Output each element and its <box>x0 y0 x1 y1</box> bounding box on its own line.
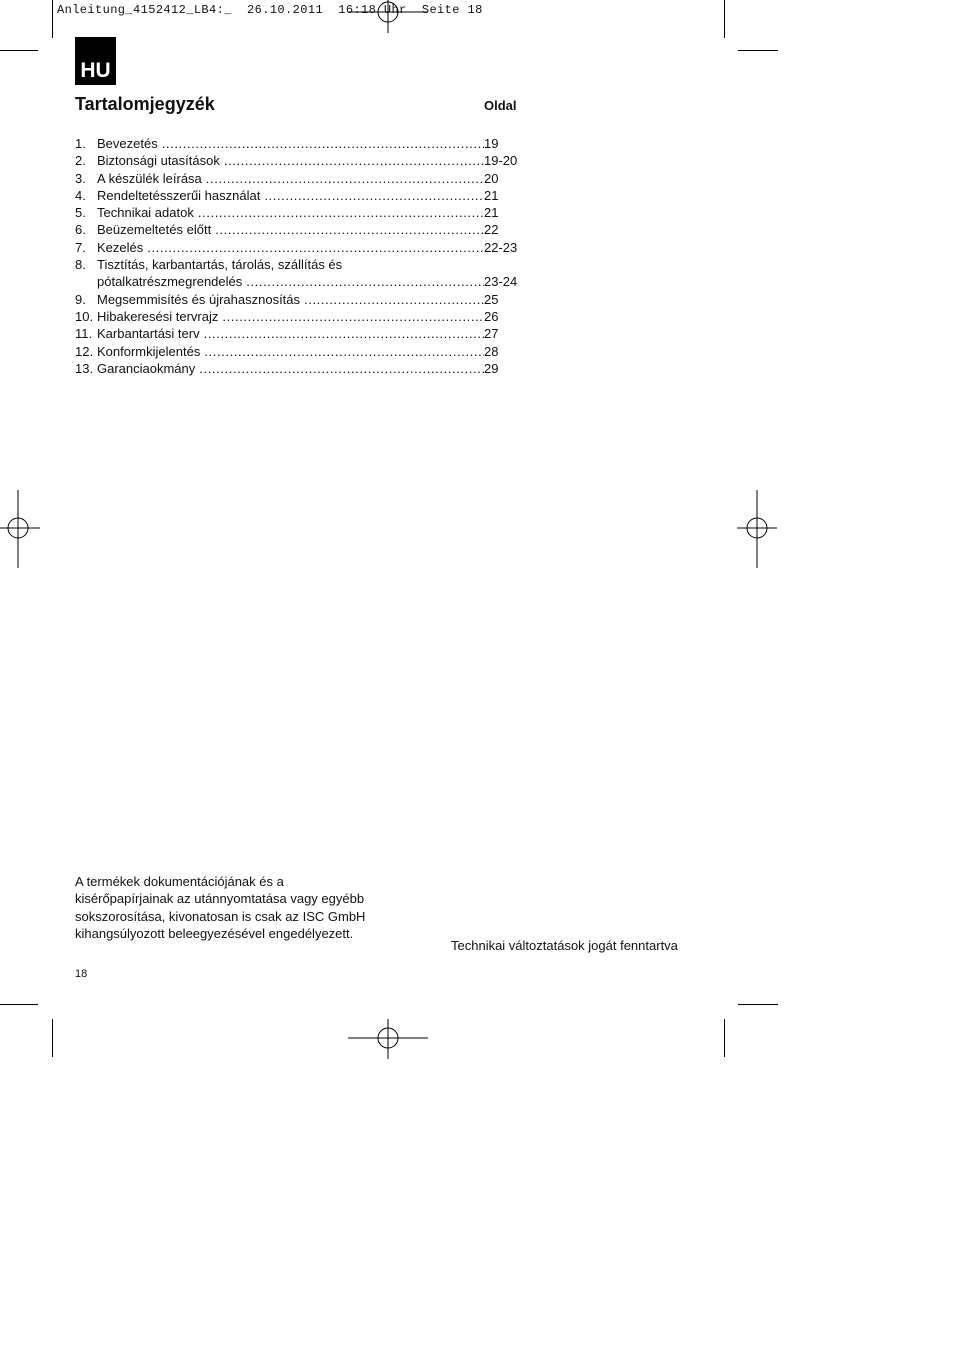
registration-mark-left <box>0 490 40 568</box>
toc-entry-page: 19 <box>484 136 499 151</box>
toc-entry-label: Konformkijelentés <box>97 343 201 359</box>
toc-leader-dots <box>147 239 484 256</box>
toc-entry-number: 7. <box>75 239 86 255</box>
toc-entry <box>75 343 521 360</box>
registration-mark-top <box>348 0 428 35</box>
crop-mark <box>0 1004 38 1005</box>
toc-entry <box>75 135 521 152</box>
toc-entry <box>75 204 521 221</box>
toc-leader-dots <box>222 308 484 325</box>
toc-entry-page: 22-23 <box>484 239 518 255</box>
toc-entry <box>75 170 521 187</box>
print-slug-line: Anleitung_4152412_LB4:_ 26.10.2011 16:18 Uhr Seite 18 <box>57 3 483 17</box>
toc-entry-number: 1. <box>75 136 86 151</box>
toc-entry-page <box>484 256 521 273</box>
page-column-header: Oldal <box>484 98 517 113</box>
toc-entry-page: 21 <box>484 187 499 203</box>
toc-entry-number: 6. <box>75 222 86 238</box>
toc-entry-label: Rendeltetésszerűi használat <box>97 187 261 203</box>
toc-entry-number: 10. <box>75 308 94 324</box>
table-of-contents <box>75 135 521 377</box>
toc-entry <box>75 239 521 256</box>
crop-mark <box>738 50 778 51</box>
toc-entry <box>75 291 521 308</box>
registration-mark-bottom <box>348 1019 428 1059</box>
toc-leader-dots <box>162 135 484 152</box>
toc-entry-label: Technikai adatok <box>97 205 194 221</box>
toc-entry-page: 29 <box>484 360 499 376</box>
toc-entry-label: Bevezetés <box>97 136 158 151</box>
toc-entry-page: 25 <box>484 291 499 307</box>
toc-entry-label: Megsemmisítés és újrahasznosítás <box>97 291 301 307</box>
toc-leader-dots <box>204 343 484 360</box>
crop-mark <box>724 0 725 38</box>
toc-entry-label: A készülék leírása <box>97 170 202 186</box>
toc-entry-page: 27 <box>484 326 499 342</box>
toc-entry <box>75 325 521 342</box>
toc-entry <box>75 308 521 325</box>
toc-leader-dots <box>264 187 484 204</box>
toc-entry <box>75 221 521 238</box>
toc-leader-dots <box>346 256 484 273</box>
toc-leader-dots <box>224 152 484 169</box>
technical-changes-note: Technikai változtatások jogát fenntartva <box>451 938 678 953</box>
crop-mark <box>724 1019 725 1057</box>
toc-entry-page: 21 <box>484 205 499 221</box>
toc-leader-dots <box>215 221 484 238</box>
registration-mark-right <box>737 490 777 568</box>
toc-leader-dots <box>198 204 484 221</box>
toc-entry-page: 26 <box>484 308 499 324</box>
toc-entry-label: Karbantartási terv <box>97 326 200 342</box>
toc-entry-label: Tisztítás, karbantartás, tárolás, szállítás és <box>97 257 343 273</box>
toc-leader-dots <box>304 291 484 308</box>
toc-entry-number: 5. <box>75 205 86 221</box>
toc-entry <box>75 187 521 204</box>
toc-entry-number: 2. <box>75 153 86 169</box>
toc-entry-number: 3. <box>75 170 86 186</box>
toc-entry-label: Beüzemeltetés előtt <box>97 222 212 238</box>
toc-entry-number: 9. <box>75 291 86 307</box>
toc-entry-label: Garanciaokmány <box>97 360 196 376</box>
toc-entry-label: Kezelés <box>97 239 144 255</box>
toc-entry <box>75 273 521 290</box>
toc-leader-dots <box>206 170 484 187</box>
language-badge: HU <box>75 37 116 85</box>
page-title: Tartalomjegyzék <box>75 94 215 114</box>
crop-mark <box>52 1019 53 1057</box>
toc-entry-number: 4. <box>75 187 86 203</box>
toc-leader-dots <box>246 273 484 290</box>
toc-entry <box>75 360 521 377</box>
toc-leader-dots <box>204 325 484 342</box>
toc-entry-page: 22 <box>484 222 499 238</box>
toc-entry-label: pótalkatrészmegrendelés <box>97 274 243 290</box>
toc-entry-label: Hibakeresési tervrajz <box>97 308 219 324</box>
crop-mark <box>52 0 53 38</box>
toc-entry-label: Biztonsági utasítások <box>97 153 220 169</box>
toc-entry <box>75 256 521 273</box>
toc-entry-number: 13. <box>75 360 94 376</box>
toc-entry-number: 12. <box>75 343 94 359</box>
toc-leader-dots <box>199 360 484 377</box>
toc-entry-page: 19-20 <box>484 153 518 169</box>
toc-entry-number <box>75 273 97 290</box>
toc-entry-page: 20 <box>484 170 499 186</box>
toc-entry-number: 11. <box>75 326 93 342</box>
page-number: 18 <box>75 968 88 980</box>
toc-entry-page: 28 <box>484 343 499 359</box>
crop-mark <box>0 50 38 51</box>
toc-entry-page: 23-24 <box>484 274 518 290</box>
crop-mark <box>738 1004 778 1005</box>
toc-entry <box>75 152 521 169</box>
toc-entry-number: 8. <box>75 257 86 273</box>
copyright-note: A termékek dokumentációjának és a kisérőpapírjainak az utánnyomtatása vagy egyébb sokszorosítása, kivonatosan is csak az ISC GmbH kihangsúlyozott beleegyezésével engedélyezett. <box>75 874 366 942</box>
